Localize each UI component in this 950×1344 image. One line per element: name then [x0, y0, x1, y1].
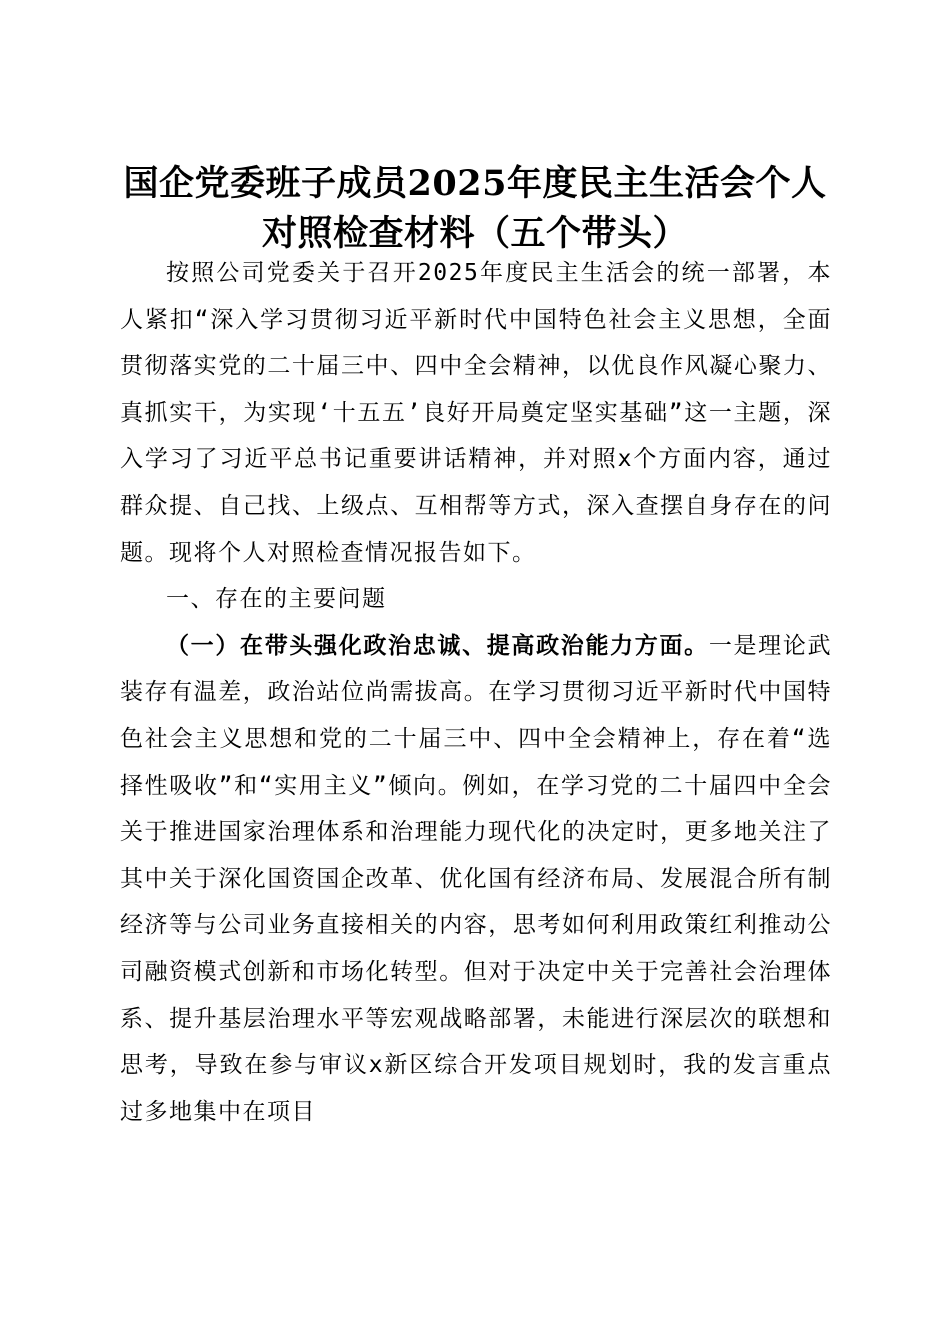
title-line-2: 对照检查材料（五个带头） [261, 213, 688, 255]
section-heading-problems: 一、存在的主要问题 [166, 586, 387, 613]
document-body [120, 250, 832, 1135]
intro-paragraph: 按照公司党委关于召开2025年度民主生活会的统一部署，本人紧扣“深入学习贯彻习近平新时代中国特色社会主义思想，全面贯彻落实党的二十届三中、四中全会精神，以优良作风凝心聚力、真抓实干，为实现‘十五五’良好开局奠定坚实基础”这一主题，深入学习了习近平总书记重要讲话精神，并对照x个方面内容，通过群众提、自己找、上级点、互相帮等方式，深入查摆自身存在的问题。现将个人对照检查情况报告如下。 [120, 260, 832, 566]
document-title [100, 159, 850, 259]
subsection-paragraph-1 [120, 623, 832, 1136]
title-line-1: 国企党委班子成员2025年度民主生活会个人 [123, 163, 827, 205]
subsection-body: 一是理论武装存有温差，政治站位尚需拔高。在学习贯彻习近平新时代中国特色社会主义思想和党的二十届三中、四中全会精神上，存在着“选择性吸收”和“实用主义”倾向。例如，在学习党的二十届四中全会关于推进国家治理体系和治理能力现代化的决定时，更多地关注了其中关于深化国资国企改革、优化国有经济布局、发展混合所有制经济等与公司业务直接相关的内容，思考如何利用政策红利推动公司融资模式创新和市场化转型。但对于决定中关于完善社会治理体系、提升基层治理水平等宏观战略部署，未能进行深层次的联想和思考，导致在参与审议x新区综合开发项目规划时，我的发言重点过多地集中在项目 [120, 632, 833, 1125]
subsection-lead: （一）在带头强化政治忠诚、提高政治能力方面。 [166, 632, 709, 659]
